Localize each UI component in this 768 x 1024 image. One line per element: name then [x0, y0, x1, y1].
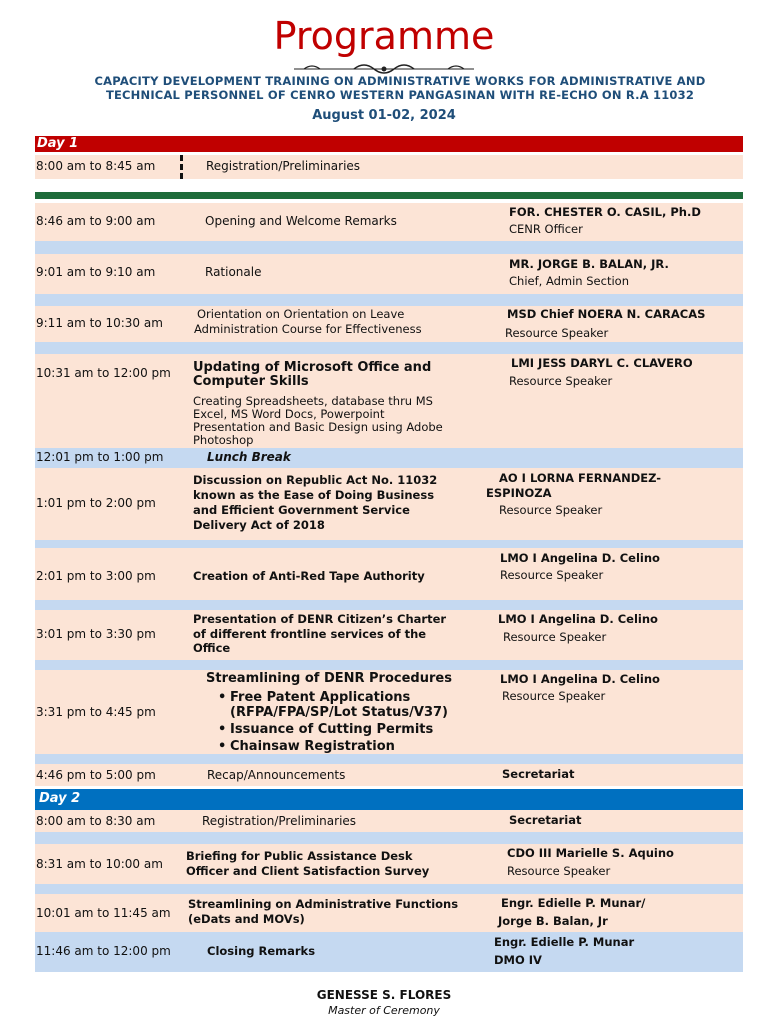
row-time: 8:00 am to 8:30 am	[36, 814, 156, 828]
row-time: 9:11 am to 10:30 am	[36, 316, 163, 330]
row-spacer	[35, 832, 743, 844]
speaker-name: Engr. Edielle P. Munar	[494, 935, 635, 949]
speaker-role: Resource Speaker	[499, 503, 603, 517]
row-activity: and Efficient Government Service	[193, 503, 410, 517]
row-activity: Orientation on Orientation on Leave	[197, 307, 405, 321]
row-activity: Office	[193, 641, 231, 655]
speaker-name: ESPINOZA	[486, 486, 552, 500]
row-spacer	[35, 241, 743, 254]
row-time: 8:46 am to 9:00 am	[36, 214, 156, 228]
procedures-list	[206, 690, 486, 754]
activity-title: Streamlining of DENR Procedures	[206, 671, 452, 686]
speaker-role: Resource Speaker	[500, 568, 604, 582]
row-activity: (eDats and MOVs)	[188, 912, 305, 926]
row-activity: Opening and Welcome Remarks	[205, 214, 397, 228]
row-activity: Lunch Break	[207, 450, 291, 464]
speaker-name: DMO IV	[494, 953, 542, 967]
speaker-name: Secretariat	[502, 767, 575, 781]
speaker-name: Jorge B. Balan, Jr	[498, 914, 608, 928]
row-spacer	[35, 884, 743, 894]
row-activity: Creation of Anti-Red Tape Authority	[193, 569, 425, 583]
row-spacer	[35, 540, 743, 548]
activity-detail: Creating Spreadsheets, database thru MS	[193, 394, 433, 408]
page-title: Programme	[273, 14, 495, 58]
speaker-role: Resource Speaker	[507, 864, 611, 878]
speaker-name: MSD Chief NOERA N. CARACAS	[507, 307, 706, 321]
master-of-ceremony-role: Master of Ceremony	[328, 1004, 440, 1017]
row-activity: known as the Ease of Doing Business	[193, 488, 435, 502]
row-time: 12:01 pm to 1:00 pm	[36, 450, 164, 464]
row-activity: Streamlining on Administrative Functions	[188, 897, 459, 911]
speaker-role: Resource Speaker	[502, 689, 606, 703]
day2-header-bar	[35, 789, 743, 810]
row-activity: Closing Remarks	[207, 944, 316, 958]
row-spacer	[35, 660, 743, 670]
list-item: • Chainsaw Registration	[218, 739, 395, 754]
day1-header-bar	[35, 136, 743, 152]
row-time: 3:01 pm to 3:30 pm	[36, 627, 156, 641]
speaker-name: Engr. Edielle P. Munar/	[501, 896, 646, 910]
speaker-name: FOR. CHESTER O. CASIL, Ph.D	[509, 205, 701, 219]
row-activity: Officer and Client Satisfaction Survey	[186, 864, 430, 878]
row-time: 11:46 am to 12:00 pm	[36, 944, 171, 958]
list-item: (RFPA/FPA/SP/Lot Status/V37)	[230, 705, 448, 720]
speaker-role: Resource Speaker	[505, 326, 609, 340]
row-time: 10:31 am to 12:00 pm	[36, 366, 171, 380]
speaker-name: AO I LORNA FERNANDEZ-	[499, 471, 662, 485]
day2-label: Day 2	[39, 791, 81, 806]
row-activity: Rationale	[205, 265, 262, 279]
activity-detail: Presentation and Basic Design using Adobe	[193, 420, 443, 434]
row-activity: Presentation of DENR Citizen’s Charter	[193, 612, 447, 626]
speaker-name: Secretariat	[509, 813, 582, 827]
row-activity: Administration Course for Effectiveness	[194, 322, 422, 336]
row-time: 8:31 am to 10:00 am	[36, 857, 163, 871]
activity-title: Updating of Microsoft Office and	[193, 360, 432, 375]
day1-label: Day 1	[37, 136, 79, 151]
subtitle-line-1: CAPACITY DEVELOPMENT TRAINING ON ADMINISTRATIVE WORKS FOR ADMINISTRATIVE AND	[94, 74, 706, 88]
speaker-role: CENR Officer	[509, 222, 583, 236]
activity-detail: Excel, MS Word Docs, Powerpoint	[193, 407, 385, 421]
subtitle-line-2: TECHNICAL PERSONNEL OF CENRO WESTERN PANGASINAN WITH RE-ECHO ON R.A 11032	[105, 88, 695, 102]
activity-title: Computer Skills	[193, 374, 309, 389]
event-dates: August 01-02, 2024	[312, 108, 456, 123]
row-spacer	[35, 754, 743, 764]
speaker-name: LMO I Angelina D. Celino	[498, 612, 658, 626]
row-time: 4:46 pm to 5:00 pm	[36, 768, 156, 782]
row-activity: Discussion on Republic Act No. 11032	[193, 473, 438, 487]
master-of-ceremony-name: GENESSE S. FLORES	[316, 988, 452, 1002]
row-activity: Briefing for Public Assistance Desk	[186, 849, 413, 863]
row-spacer	[35, 600, 743, 610]
row-activity: Registration/Preliminaries	[202, 814, 357, 828]
row-time: 9:01 am to 9:10 am	[36, 265, 156, 279]
row-time: 1:01 pm to 2:00 pm	[36, 496, 156, 510]
list-item: • Free Patent Applications	[218, 690, 411, 705]
speaker-role: Resource Speaker	[503, 630, 607, 644]
row-activity: Registration/Preliminaries	[206, 159, 361, 173]
speaker-name: CDO III Marielle S. Aquino	[507, 846, 674, 860]
row-activity: Recap/Announcements	[207, 768, 346, 782]
speaker-role: Resource Speaker	[509, 374, 613, 388]
speaker-name: LMO I Angelina D. Celino	[500, 551, 660, 565]
speaker-name: LMI JESS DARYL C. CLAVERO	[511, 356, 693, 370]
row-activity: Delivery Act of 2018	[193, 518, 325, 532]
row-time: 2:01 pm to 3:00 pm	[36, 569, 156, 583]
row-spacer	[35, 294, 743, 306]
speaker-name: LMO I Angelina D. Celino	[500, 672, 660, 686]
list-item: • Issuance of Cutting Permits	[218, 722, 434, 737]
section-divider	[35, 192, 743, 199]
row-activity: of different frontline services of the	[193, 627, 427, 641]
row-time: 8:00 am to 8:45 am	[36, 159, 156, 173]
row-time: 10:01 am to 11:45 am	[36, 906, 171, 920]
speaker-name: MR. JORGE B. BALAN, JR.	[509, 257, 669, 271]
column-divider	[180, 155, 183, 179]
activity-detail: Photoshop	[193, 433, 254, 447]
row-time: 3:31 pm to 4:45 pm	[36, 705, 156, 719]
row-spacer	[35, 342, 743, 354]
speaker-role: Chief, Admin Section	[509, 274, 629, 288]
